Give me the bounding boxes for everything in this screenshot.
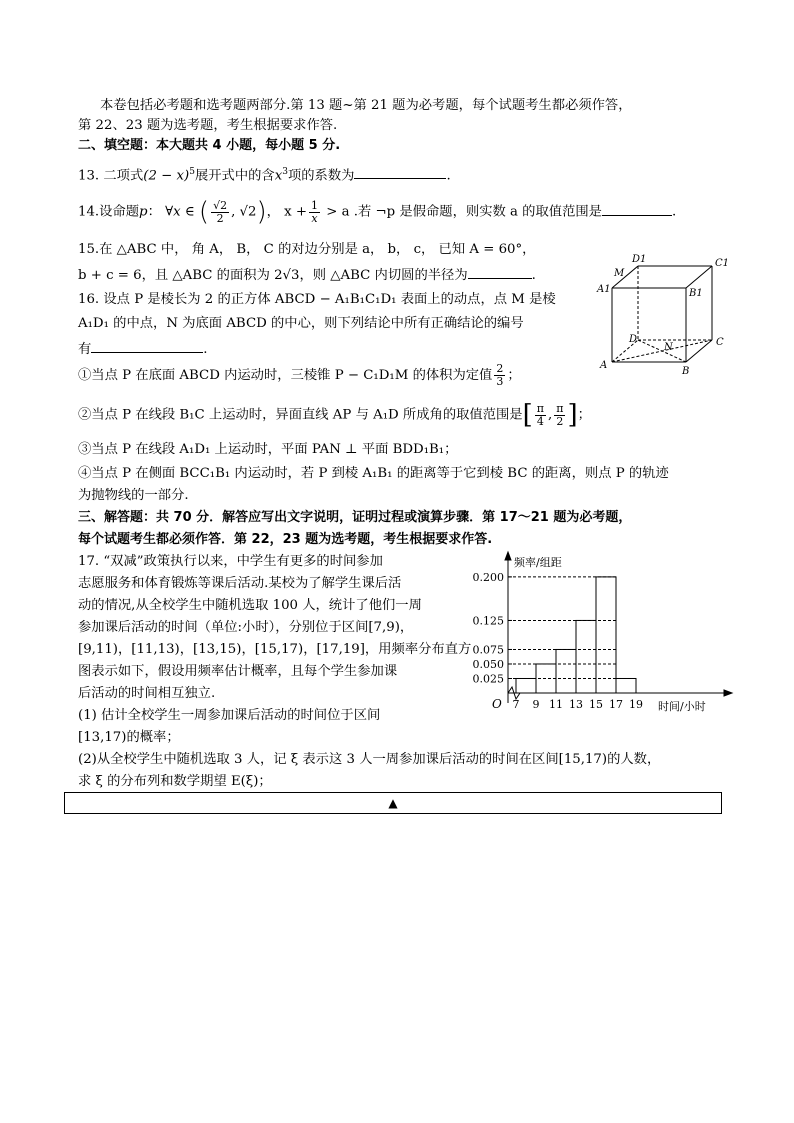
section-3-header-line-1: 三、解答题：共 70 分．解答应写出文字说明，证明过程或演算步骤．第 17～21 题为必考题， — [78, 510, 632, 525]
cube-label-c1: C1 — [715, 258, 730, 269]
histogram-bar-13-15 — [576, 620, 596, 693]
y-axis-arrow — [505, 552, 511, 560]
x-tick-label: 7 — [512, 698, 520, 711]
question-17-line-2: 志愿服务和体育锻炼等课后活动.某校为了解学生课后活 — [78, 576, 402, 591]
y-axis-label: 频率/组距 — [514, 556, 562, 569]
question-16-line-3: 有 . — [78, 338, 208, 360]
question-15-line-2: b + c = 6，且 △ABC 的面积为 2√3，则 △ABC 内切圆的半径为 . — [78, 264, 536, 286]
y-tick-label: 0.050 — [472, 657, 504, 671]
question-17-line-5: [9,11)，[11,13)，[13,15)，[15,17)，[17,19]，用频率分布直方 — [78, 642, 472, 657]
histogram-bar-17-19 — [616, 678, 636, 693]
cube-label-b: B — [682, 366, 690, 377]
y-tick-label: 0.200 — [472, 570, 504, 584]
question-16-option-4-line-2: 为抛物线的一部分. — [78, 488, 189, 503]
question-16-option-3: ③当点 P 在线段 A₁D₁ 上运动时，平面 PAN ⊥ 平面 BDD₁B₁； — [78, 442, 458, 457]
cube-label-b1: B1 — [689, 288, 703, 299]
question-17-part-1-line-2: [13,17)的概率； — [78, 730, 180, 745]
histogram-bar-15-17 — [596, 577, 616, 693]
intro-line-2: 第 22、23 题为选考题，考生根据要求作答. — [78, 118, 338, 133]
question-17-part-2-line-2: 求 ξ 的分布列和数学期望 E(ξ)； — [78, 774, 272, 789]
question-17-line-4: 参加课后活动的时间（单位:小时），分别位于区间[7,9)， — [78, 620, 414, 635]
origin-label: O — [492, 697, 502, 711]
y-tick-label: 0.075 — [472, 643, 504, 657]
x-axis-label: 时间/小时 — [658, 700, 706, 713]
cube-label-m: M — [614, 268, 625, 279]
cube-label-d: D — [629, 334, 638, 345]
section-3-header-line-2: 每个试题考生都必须作答．第 22，23 题为选考题，考生根据要求作答. — [78, 532, 493, 547]
answer-blank-13[interactable] — [354, 164, 446, 179]
question-17-line-3: 动的情况,从全校学生中随机选取 100 人，统计了他们一周 — [78, 598, 422, 613]
cube-label-d1: D1 — [632, 254, 647, 265]
x-tick-label: 17 — [609, 698, 623, 711]
question-17-part-2-line-1: (2)从全校学生中随机选取 3 人，记 ξ 表示这 3 人一周参加课后活动的时间在区间[15,17)的人数， — [78, 752, 661, 767]
answer-box[interactable] — [64, 792, 722, 814]
histogram-bar-7-9 — [516, 678, 536, 693]
question-16-line-2: A₁D₁ 的中点，N 为底面 ABCD 的中心，则下列结论中所有正确结论的编号 — [78, 316, 524, 331]
question-17-line-1: 17. “双减”政策执行以来，中学生有更多的时间参加 — [78, 554, 383, 569]
cube-label-c: C — [716, 337, 724, 348]
section-2-header: 二、填空题：本大题共 4 小题，每小题 5 分. — [78, 138, 341, 153]
x-tick-label: 13 — [569, 698, 583, 711]
cube-label-n: N — [664, 342, 673, 353]
answer-blank-16[interactable] — [91, 338, 203, 353]
question-16-option-2: ②当点 P 在线段 B₁C 上运动时，异面直线 AP 与 A₁D 所成角的取值范围是[ $\frac{\pi}{4}$ , $\frac{\pi}{2}$ ]； — [78, 400, 591, 430]
x-tick-label: 19 — [629, 698, 643, 711]
question-17-line-6: 图表示如下，假设用频率估计概率，且每个学生参加课 — [78, 664, 398, 679]
cube-label-a1: A1 — [597, 284, 611, 295]
x-tick-label: 11 — [549, 698, 563, 711]
y-tick-label: 0.125 — [472, 614, 504, 628]
question-17-part-1-line-1: (1) 估计全校学生一周参加课后活动的时间位于区间 — [78, 708, 381, 723]
question-15-line-1: 15.在 △ABC 中， 角 A， B， C 的对边分别是 a， b， c， 已知 A = 60°， — [78, 242, 536, 257]
question-16-line-1: 16. 设点 P 是棱长为 2 的正方体 ABCD − A₁B₁C₁D₁ 表面上的动点，点 M 是棱 — [78, 292, 556, 307]
frequency-histogram — [458, 548, 738, 716]
answer-blank-15[interactable] — [468, 264, 532, 279]
y-tick-label: 0.025 — [472, 672, 504, 686]
question-16-option-1: ①当点 P 在底面 ABCD 内运动时，三棱锥 P − C₁D₁M 的体积为定值 $\frac{2}{3}$ ； — [78, 362, 521, 388]
question-16-option-4-line-1: ④当点 P 在侧面 BCC₁B₁ 内运动时，若 P 到棱 A₁B₁ 的距离等于它到棱 BC 的距离，则点 P 的轨迹 — [78, 466, 669, 481]
x-tick-label: 9 — [532, 698, 540, 711]
answer-blank-14[interactable] — [602, 201, 672, 216]
question-17-line-7: 后活动的时间相互独立. — [78, 686, 216, 701]
x-tick-label: 15 — [589, 698, 603, 711]
answer-placeholder-triangle: ▲ — [388, 796, 398, 810]
cube-label-a: A — [600, 360, 608, 371]
histogram-bar-11-13 — [556, 649, 576, 693]
x-axis-arrow — [724, 690, 732, 696]
question-13: 13. 二项式$(2 - x)^5$展开式中的含$x^3$项的系数为 . — [78, 162, 451, 186]
intro-line-1: 本卷包括必考题和选考题两部分.第 13 题~第 21 题为必考题，每个试题考生都必须作答， — [100, 98, 632, 113]
question-14: 14.设命题p： ∀x ∈ ( $\frac{√2}{2}$ , √2)， x + $\frac{1}{x}$ > a .若 ¬p 是假命题，则实数 a 的取值范围是 . — [78, 197, 677, 227]
cube-figure — [594, 252, 734, 382]
